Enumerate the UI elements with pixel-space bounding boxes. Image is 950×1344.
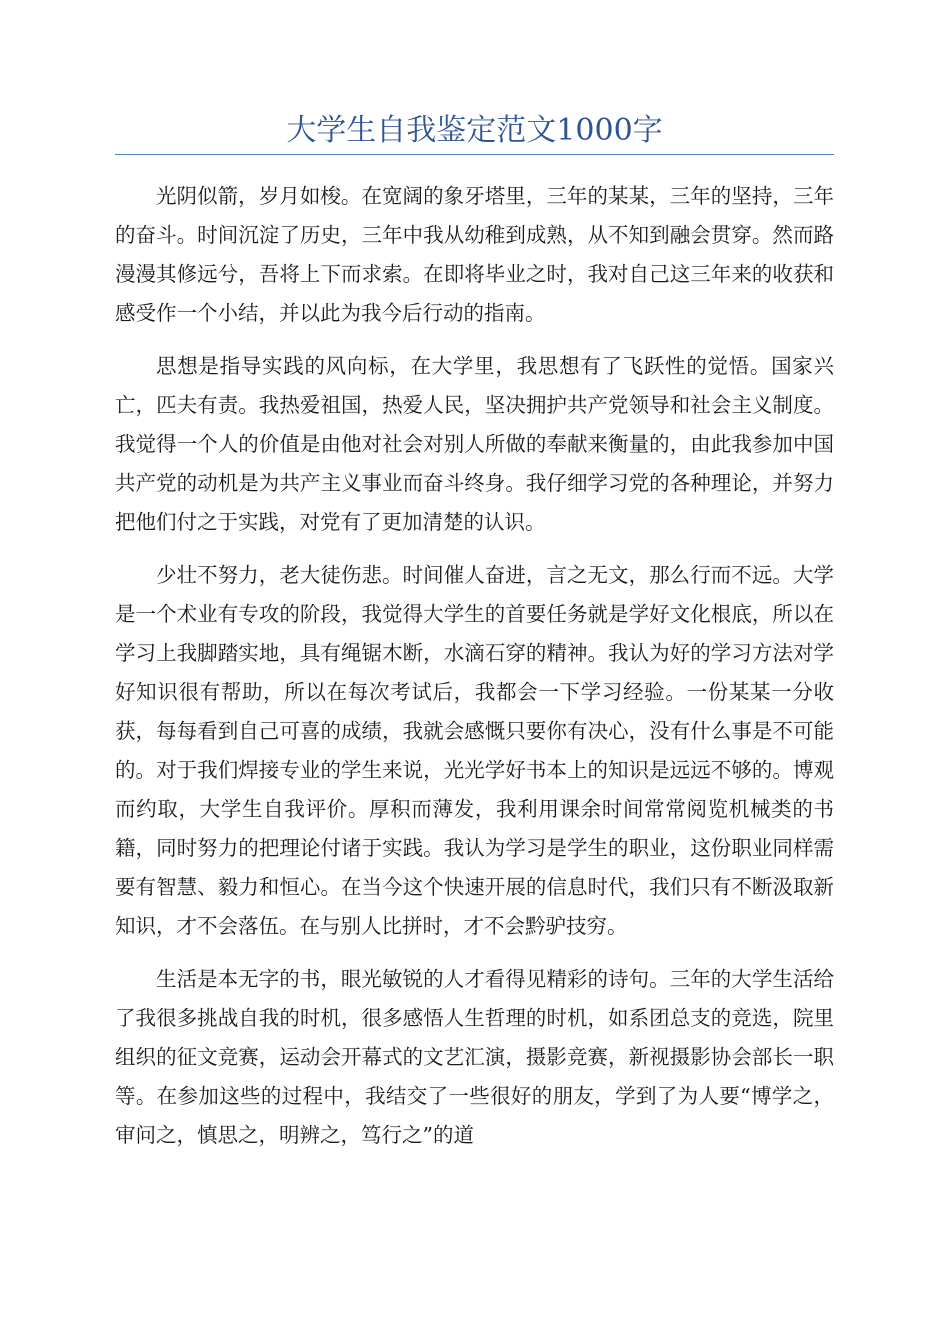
paragraph-3: 少壮不努力，老大徒伤悲。时间催人奋进，言之无文，那么行而不远。大学是一个术业有专攻的阶段，我觉得大学生的首要任务就是学好文化根底，所以在学习上我脚踏实地，具有绳锯木断，水滴石穿的精神。我认为好的学习方法对学好知识很有帮助，所以在每次考试后，我都会一下学习经验。一份某某一分收获，每每看到自己可喜的成绩，我就会感慨只要你有决心，没有什么事是不可能的。对于我们焊接专业的学生来说，光光学好书本上的知识是远远不够的。博观而约取，大学生自我评价。厚积而薄发，我利用课余时间常常阅览机械类的书籍，同时努力的把理论付诸于实践。我认为学习是学生的职业，这份职业同样需要有智慧、毅力和恒心。在当今这个快速开展的信息时代，我们只有不断汲取新知识，才不会落伍。在与别人比拼时，才不会黔驴技穷。 [115, 563, 834, 938]
paragraph-1: 光阴似箭，岁月如梭。在宽阔的象牙塔里，三年的某某，三年的坚持，三年的奋斗。时间沉淀了历史，三年中我从幼稚到成熟，从不知到融会贯穿。然而路漫漫其修远兮，吾将上下而求索。在即将毕业之时，我对自己这三年来的收获和感受作一个小结，并以此为我今后行动的指南。 [115, 184, 834, 325]
paragraph-4: 生活是本无字的书，眼光敏锐的人才看得见精彩的诗句。三年的大学生活给了我很多挑战自我的时机，很多感悟人生哲理的时机，如系团总支的竞选，院里组织的征文竞赛，运动会开幕式的文艺汇演，摄影竞赛，新视摄影协会部长一职等。在参加这些的过程中，我结交了一些很好的朋友，学到了为人要“博学之，审问之，慎思之，明辨之，笃行之”的道 [115, 967, 834, 1147]
document-title: 大学生自我鉴定范文1000字 [286, 113, 663, 148]
title-underline [115, 154, 834, 155]
document-body [115, 177, 834, 1169]
paragraph-2: 思想是指导实践的风向标，在大学里，我思想有了飞跃性的觉悟。国家兴亡，匹夫有责。我热爱祖国，热爱人民，坚决拥护共产党领导和社会主义制度。我觉得一个人的价值是由他对社会对别人所做的奉献来衡量的，由此我参加中国共产党的动机是为共产主义事业而奋斗终身。我仔细学习党的各种理论，并努力把他们付之于实践，对党有了更加清楚的认识。 [115, 354, 834, 534]
